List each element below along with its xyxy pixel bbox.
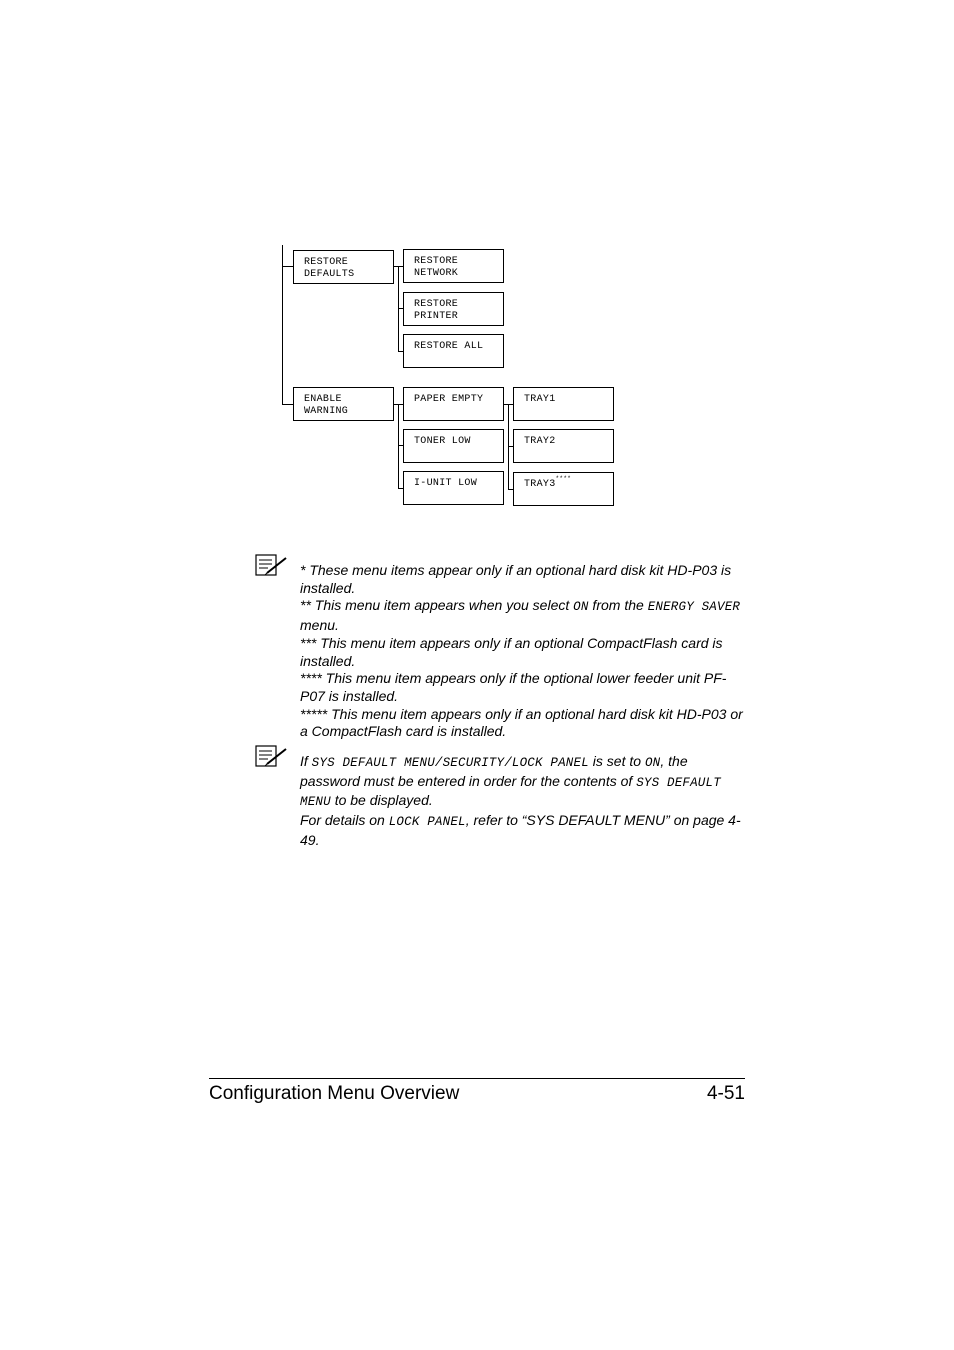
menu-node-restore-all: RESTORE ALL xyxy=(403,334,504,368)
note-pencil-icon xyxy=(255,745,289,769)
menu-node-tray1: TRAY1 xyxy=(513,387,614,421)
branch-line xyxy=(398,404,399,488)
footnote-3: *** This menu item appears only if an optional CompactFlash card is installed. xyxy=(300,634,723,669)
lock-panel-paragraph: If SYS DEFAULT MENU/SECURITY/LOCK PANEL is set to ON, the password must be entered in order for the contents of SYS DEFAULT MENU to be displayed. xyxy=(300,753,721,810)
trunk-line xyxy=(282,245,283,405)
footnote-5: ***** This menu item appears only if an optional hard disk kit HD-P03 or a CompactFlash card is installed. xyxy=(300,705,743,740)
menu-node-restore-printer: RESTORE PRINTER xyxy=(403,292,504,326)
note-lock-panel xyxy=(300,753,750,850)
branch-line xyxy=(282,404,293,405)
menu-node-tray3: TRAY3**** xyxy=(513,472,614,506)
menu-node-tray2: TRAY2 xyxy=(513,429,614,463)
note-pencil-icon xyxy=(255,554,289,578)
menu-node-restore-network: RESTORE NETWORK xyxy=(403,249,504,283)
footnote-4: **** This menu item appears only if the optional lower feeder unit PF-P07 is installed. xyxy=(300,670,727,704)
menu-node-toner-low: TONER LOW xyxy=(403,429,504,463)
lock-panel-reference: For details on LOCK PANEL, refer to “SYS DEFAULT MENU” on page 4-49. xyxy=(300,812,741,848)
menu-node-enable-warning: ENABLE WARNING xyxy=(293,387,394,421)
footer-page-number: 4-51 xyxy=(706,1083,745,1104)
branch-line xyxy=(282,266,293,267)
menu-node-paper-empty: PAPER EMPTY xyxy=(403,387,504,421)
menu-node-restore-defaults: RESTORE DEFAULTS xyxy=(293,250,394,284)
footnote-1: * These menu items appear only if an optional hard disk kit HD-P03 is installed. xyxy=(300,562,732,596)
note-asterisk-footnotes xyxy=(300,562,750,741)
menu-node-i-unit-low: I-UNIT LOW xyxy=(403,471,504,505)
footer-section-title: Configuration Menu Overview xyxy=(209,1083,460,1104)
footnote-2: ** This menu item appears when you select ON from the ENERGY SAVER menu. xyxy=(300,597,741,634)
footer-divider xyxy=(209,1078,745,1079)
